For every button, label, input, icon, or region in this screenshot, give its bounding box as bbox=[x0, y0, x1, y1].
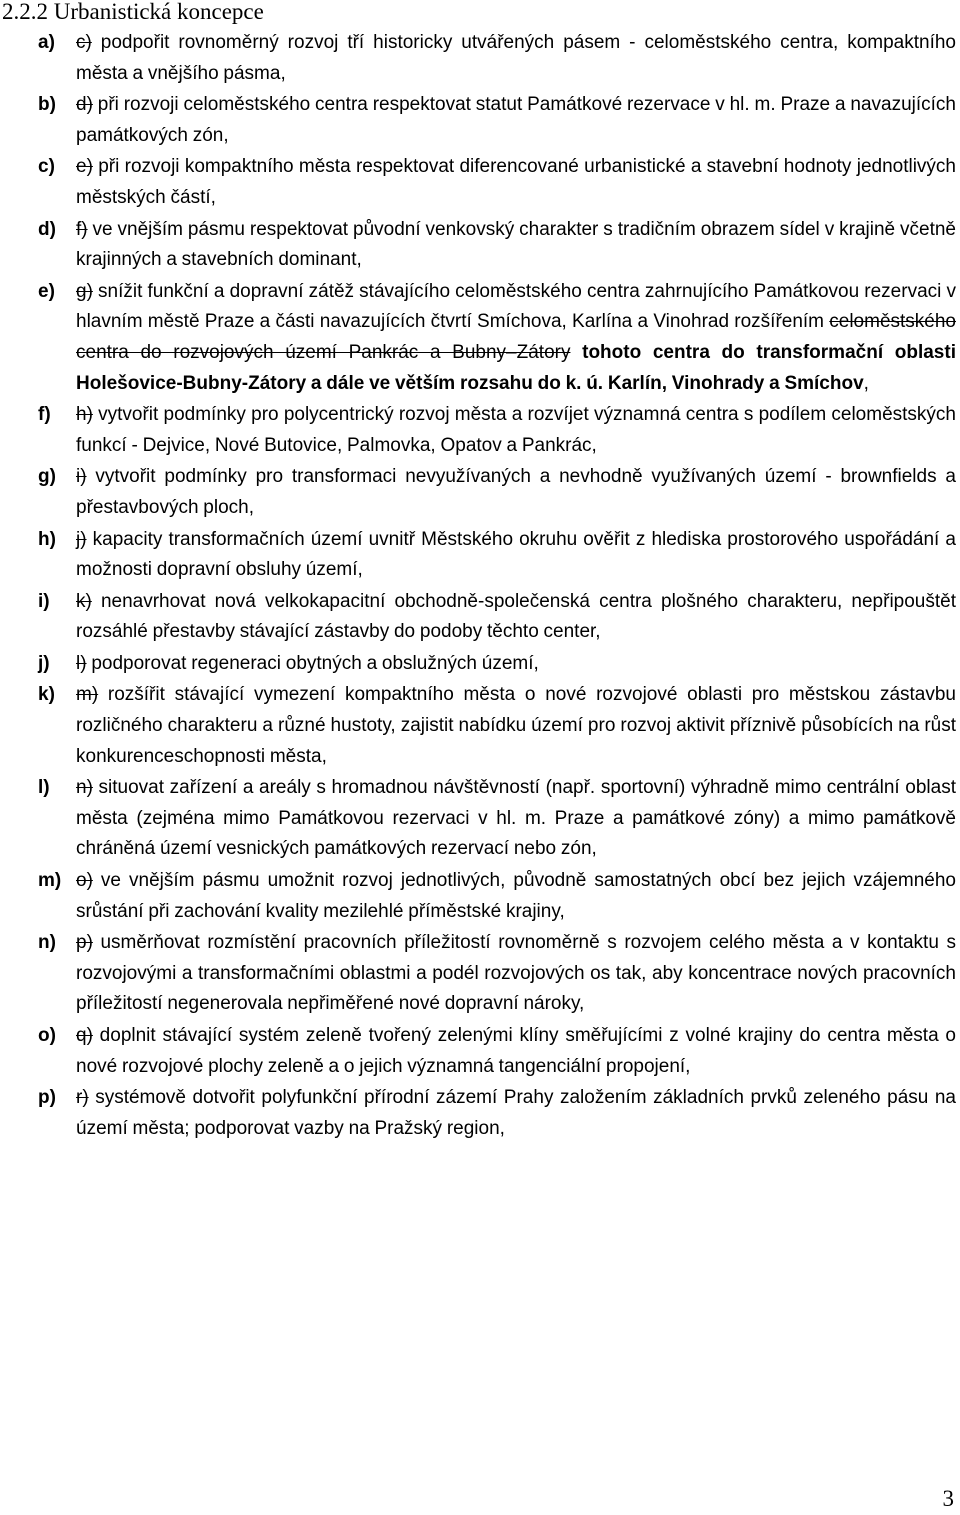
deleted-old-label: o) bbox=[76, 870, 93, 892]
item-body: doplnit stávající systém zeleně tvořený zelenými klíny směřujícími z volné krajiny do centra města o nové rozvojové plochy zeleně a o jejich významná tangenciální propojení, bbox=[76, 1025, 956, 1077]
list-item bbox=[38, 649, 956, 680]
list-item bbox=[38, 400, 956, 461]
list-item bbox=[38, 1083, 956, 1144]
deleted-old-label: k) bbox=[76, 590, 92, 612]
page-number: 3 bbox=[942, 1486, 954, 1511]
item-label: m) bbox=[38, 870, 62, 892]
item-label: f) bbox=[38, 404, 51, 426]
list-item bbox=[38, 277, 956, 399]
item-text bbox=[76, 462, 956, 523]
list-item bbox=[38, 773, 956, 865]
item-text bbox=[76, 773, 956, 865]
item-text bbox=[76, 1021, 956, 1082]
list-item bbox=[38, 680, 956, 772]
section-heading: 2.2.2 Urbanistická koncepce bbox=[2, 0, 264, 24]
deleted-old-label: n) bbox=[76, 777, 93, 799]
item-label: o) bbox=[38, 1025, 56, 1046]
item-body: nenavrhovat nová velkokapacitní obchodně-společenská centra plošného charakteru, nepřipouštět rozsáhlé přestavby stávající zástavby do podoby těchto center, bbox=[76, 590, 956, 643]
list-item bbox=[38, 215, 956, 276]
deleted-text: celoměstského centra do rozvojových území Pankrác a Bubny–Zátory bbox=[76, 311, 956, 363]
item-body: ve vnějším pásmu respektovat původní venkovský charakter s tradičním obrazem sídel v krajině včetně krajinných a stavebních dominant, bbox=[76, 218, 956, 271]
deleted-old-label: g) bbox=[76, 280, 93, 302]
item-body: kapacity transformačních území uvnitř Městského okruhu ověřit z hlediska prostorového uspořádání a možnosti dopravní obsluhy území, bbox=[76, 528, 956, 581]
inserted-text: tohoto centra do transformační oblasti Holešovice-Bubny-Zátory a dále ve větším rozsahu do k. ú. Karlín, Vinohrady a Smíchov bbox=[76, 341, 956, 394]
item-label: h) bbox=[38, 528, 56, 550]
list-item bbox=[38, 462, 956, 523]
list-item bbox=[38, 866, 956, 927]
item-text bbox=[76, 400, 956, 461]
item-body: vytvořit podmínky pro transformaci nevyužívaných a nevhodně využívaných území - brownfields a přestavbových ploch, bbox=[76, 466, 956, 518]
item-label: i) bbox=[38, 590, 50, 612]
deleted-old-label: p) bbox=[76, 932, 93, 954]
item-label: j) bbox=[38, 652, 50, 674]
item-text bbox=[76, 525, 956, 586]
list-item bbox=[38, 587, 956, 648]
deleted-old-label: h) bbox=[76, 404, 93, 426]
item-text bbox=[76, 152, 956, 213]
item-label: a) bbox=[38, 32, 55, 53]
list-item bbox=[38, 28, 956, 89]
item-body: podpořit rovnoměrný rozvoj tří historicky utvářených pásem - celoměstského centra, kompaktního města a vnějšího pásma, bbox=[76, 32, 956, 84]
item-label: c) bbox=[38, 156, 55, 178]
item-label: e) bbox=[38, 280, 55, 302]
deleted-old-label: c) bbox=[76, 32, 92, 53]
deleted-old-label: j) bbox=[76, 528, 87, 550]
deleted-old-label: e) bbox=[76, 156, 93, 178]
item-body: snížit funkční a dopravní zátěž stávajícího celoměstského centra zahrnujícího Památkovou rezervaci v hlavním městě Praze a části navazujících čtvrtí Smíchova, Karlína a Vinohrad rozšířením bbox=[76, 280, 956, 333]
item-label: p) bbox=[38, 1087, 56, 1109]
item-body: vytvořit podmínky pro polycentrický rozvoj města a rozvíjet významná centra s podílem celoměstských funkcí - Dejvice, Nové Butovice, Palmovka, Opatov a Pankrác, bbox=[76, 404, 956, 456]
item-text bbox=[76, 680, 956, 772]
item-body: rozšířit stávající vymezení kompaktního města o nové rozvojové oblasti pro městskou zástavbu rozličného charakteru a různé hustoty, zajistit nabídku území pro rozvoj aktivit příznivě působících na růst konkurenceschopnosti města, bbox=[76, 684, 956, 767]
item-body: při rozvoji kompaktního města respektovat diferencované urbanistické a stavební hodnoty jednotlivých městských částí, bbox=[76, 156, 956, 208]
item-label: g) bbox=[38, 466, 56, 488]
item-text bbox=[76, 277, 956, 399]
deleted-old-label: d) bbox=[76, 94, 93, 116]
item-label: d) bbox=[38, 218, 56, 240]
item-body: při rozvoji celoměstského centra respektovat statut Památkové rezervace v hl. m. Praze a navazujících památkových zón, bbox=[76, 94, 956, 146]
list-item bbox=[38, 152, 956, 213]
item-text bbox=[76, 1083, 956, 1144]
item-tail: , bbox=[863, 372, 869, 394]
deleted-old-label: f) bbox=[76, 218, 88, 240]
list-item bbox=[38, 1021, 956, 1082]
item-text bbox=[76, 928, 956, 1020]
item-body: situovat zařízení a areály s hromadnou návštěvností (např. sportovní) výhradně mimo centrální oblast města (zejména mimo Památkovou rezervaci v hl. m. Praze a památkové zóny) a mimo památkově chráněná území vesnických památkových rezervací nebo zón, bbox=[76, 777, 956, 860]
item-text bbox=[76, 28, 956, 89]
item-text bbox=[76, 90, 956, 151]
list-item bbox=[38, 928, 956, 1020]
list-item bbox=[38, 525, 956, 586]
item-text bbox=[76, 649, 956, 680]
item-label: b) bbox=[38, 94, 56, 116]
deleted-old-label: l) bbox=[76, 652, 87, 674]
deleted-old-label: q) bbox=[76, 1025, 93, 1046]
deleted-old-label: i) bbox=[76, 466, 87, 488]
item-body: podporovat regeneraci obytných a obslužných území, bbox=[86, 652, 539, 674]
item-body: usměrňovat rozmístění pracovních příležitostí rovnoměrně s rozvojem celého města a v kontaktu s rozvojovými a transformačními oblastmi a podél rozvojových os tak, aby koncentrace nových pracovních příležitostí negenerovala nepřiměřené nové dopravní nároky, bbox=[76, 932, 956, 1015]
item-body: systémově dotvořit polyfunkční přírodní zázemí Prahy založením základních prvků zeleného pásu na území města; podporovat vazby na Pražský region, bbox=[76, 1087, 956, 1139]
deleted-old-label: r) bbox=[76, 1087, 89, 1109]
item-text bbox=[76, 215, 956, 276]
list-item bbox=[38, 90, 956, 151]
item-text bbox=[76, 866, 956, 927]
policy-list bbox=[38, 28, 956, 1145]
item-body: ve vnějším pásmu umožnit rozvoj jednotlivých, původně samostatných obcí bez jejich vzájemného srůstání při zachování kvality mezilehlé příměstské krajiny, bbox=[76, 870, 956, 922]
item-text bbox=[76, 587, 956, 648]
item-label: k) bbox=[38, 684, 55, 706]
item-label: l) bbox=[38, 777, 50, 799]
item-label: n) bbox=[38, 932, 56, 954]
deleted-old-label: m) bbox=[76, 684, 99, 706]
